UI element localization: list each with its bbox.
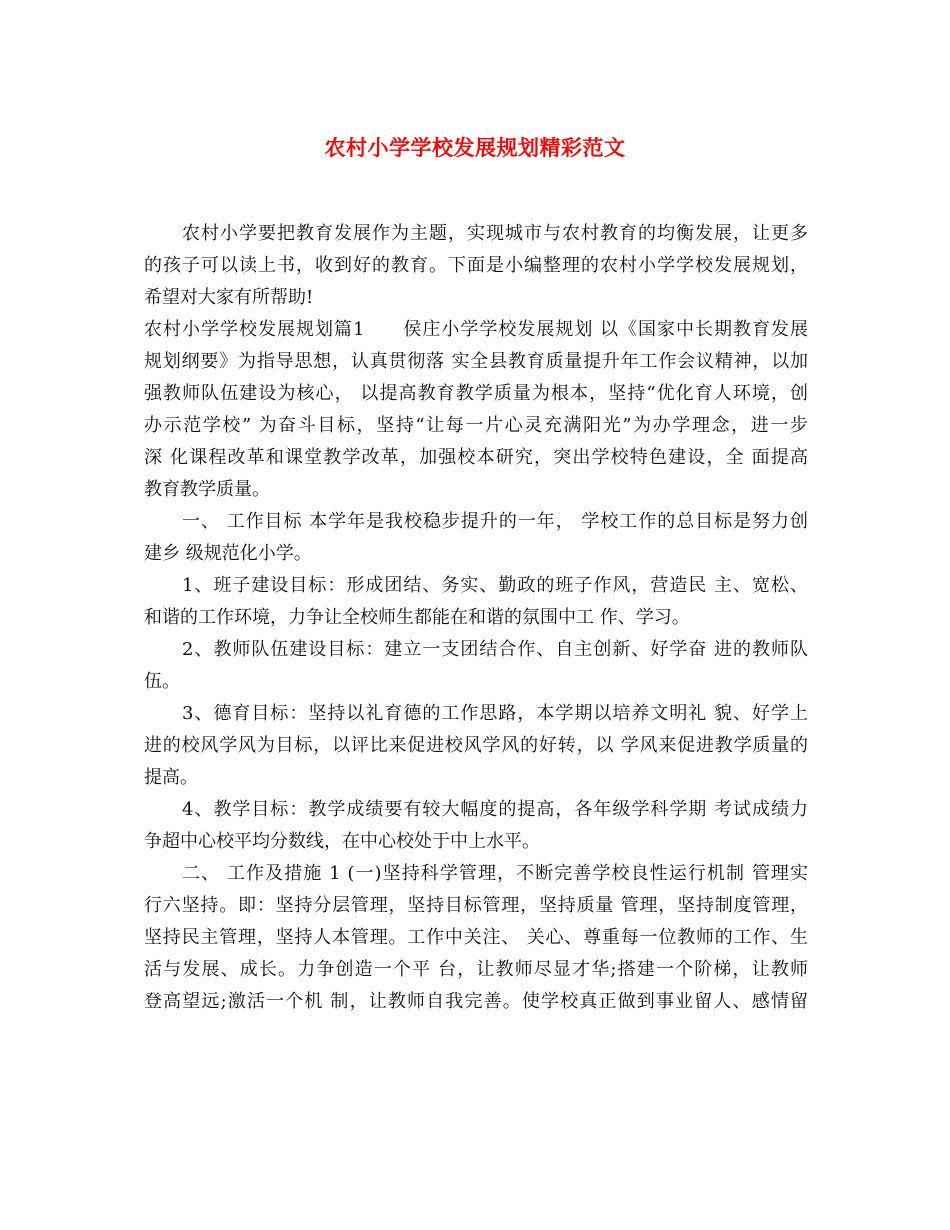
text-line: 争超中心校平均分数线，在中心校处于中上水平。	[144, 831, 540, 852]
text-line: 深 化课程改革和课堂教学改革，加强校本研究，突出学校特色建设，全 面提高	[144, 447, 808, 468]
text-line: 行六坚持。即：坚持分层管理，坚持目标管理，坚持质量 管理，坚持制度管理，	[144, 895, 808, 916]
text-line: 希望对大家有所帮助!	[144, 287, 314, 308]
text-line: 登高望远;激活一个机 制，让教师自我完善。使学校真正做到事业留人、感情留	[144, 991, 808, 1012]
text-line: 提高。	[144, 767, 198, 788]
document-body	[144, 218, 808, 1018]
text-line: 4、教学目标：教学成绩要有较大幅度的提高，各年级学科学期 考试成绩力	[182, 799, 808, 820]
text-line: 农村小学学校发展规划篇1 侯庄小学学校发展规划 以《国家中长期教育发展	[144, 319, 808, 340]
text-line: 建乡 级规范化小学。	[144, 543, 312, 564]
text-line: 强教师队伍建设为核心， 以提高教育教学质量为根本，坚持“优化育人环境，创	[144, 383, 808, 404]
text-line: 一、 工作目标 本学年是我校稳步提升的一年， 学校工作的总目标是努力创	[182, 511, 808, 532]
text-line: 3、德育目标：坚持以礼育德的工作思路，本学期以培养文明礼 貌、好学上	[182, 703, 808, 724]
text-line: 二、 工作及措施 1 (一)坚持科学管理，不断完善学校良性运行机制 管理实	[182, 863, 808, 884]
text-line: 2、教师队伍建设目标：建立一支团结合作、自主创新、好学奋 进的教师队	[182, 639, 808, 660]
text-line: 办示范学校” 为奋斗目标，坚持“让每一片心灵充满阳光”为办学理念，进一步	[144, 415, 808, 436]
text-line: 的孩子可以读上书，收到好的教育。下面是小编整理的农村小学学校发展规划，	[144, 255, 808, 276]
text-line: 进的校风学风为目标，以评比来促进校风学风的好转，以 学风来促进教学质量的	[144, 735, 808, 756]
text-line: 农村小学要把教育发展作为主题，实现城市与农村教育的均衡发展，让更多	[182, 223, 808, 244]
text-line: 1、班子建设目标：形成团结、务实、勤政的班子作风，营造民 主、宽松、	[182, 575, 808, 596]
text-line: 伍。	[144, 671, 180, 692]
text-line: 规划纲要》为指导思想，认真贯彻落 实全县教育质量提升年工作会议精神，以加	[144, 351, 808, 372]
text-line: 活与发展、成长。力争创造一个平 台，让教师尽显才华;搭建一个阶梯，让教师	[144, 959, 808, 980]
document-title: 农村小学学校发展规划精彩范文	[324, 135, 626, 160]
text-line: 教育教学质量。	[144, 479, 270, 500]
text-line: 和谐的工作环境，力争让全校师生都能在和谐的氛围中工 作、学习。	[144, 607, 690, 628]
text-line: 坚持民主管理，坚持人本管理。工作中关注、 关心、尊重每一位教师的工作、生	[144, 927, 808, 948]
